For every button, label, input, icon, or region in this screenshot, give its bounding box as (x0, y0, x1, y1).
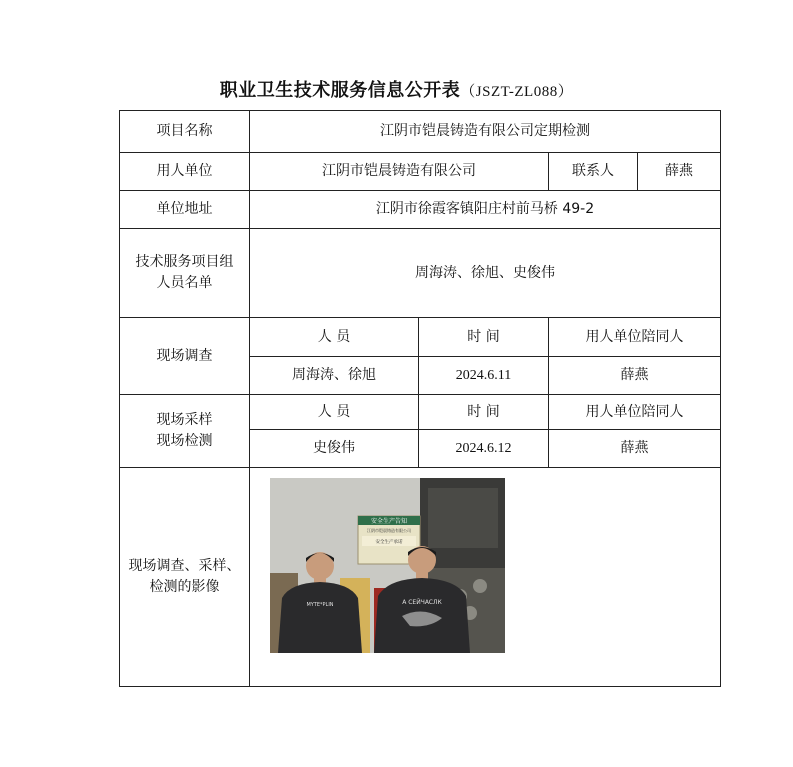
photo-shirt-left-text: MYTE*PLIN (306, 602, 334, 608)
photo-shirt-right-text: A CEЙЧACЛК (402, 599, 442, 606)
photo-sign-note: 安全生产承诺 (375, 540, 403, 545)
row-survey-header (120, 318, 721, 357)
sampling-header-person: 人 员 (250, 395, 419, 430)
photo-sign-sub: 江阴市铠晨铸造有限公司 (367, 528, 411, 533)
sampling-date: 2024.6.12 (419, 430, 549, 468)
sampling-label-line1: 现场采样 (156, 412, 213, 428)
employer-value: 江阴市铠晨铸造有限公司 (250, 153, 549, 191)
address-value: 江阴市徐霞客镇阳庄村前马桥 49-2 (250, 191, 721, 229)
survey-label: 现场调查 (120, 318, 250, 395)
photo-sign-title: 安全生产告知 (370, 518, 408, 525)
survey-header-time: 时 间 (419, 318, 549, 357)
page-title (0, 76, 793, 102)
form-code: （JSZT-ZL088） (460, 84, 574, 100)
row-sampling-header (120, 395, 721, 430)
team-label-line1: 技术服务项目组 (135, 254, 234, 270)
contact-label: 联系人 (549, 153, 638, 191)
team-value: 周海涛、徐旭、史俊伟 (250, 229, 721, 318)
site-photo (270, 478, 505, 653)
sampling-person: 史俊伟 (250, 430, 419, 468)
project-name-label: 项目名称 (120, 111, 250, 153)
info-table (119, 110, 721, 687)
project-name-value: 江阴市铠晨铸造有限公司定期检测 (250, 111, 721, 153)
team-label-line2: 人员名单 (156, 275, 213, 291)
team-label (120, 229, 250, 318)
row-images (120, 468, 721, 687)
survey-escort: 薛燕 (549, 357, 721, 395)
images-cell (250, 468, 721, 687)
sampling-label (120, 395, 250, 468)
survey-person: 周海涛、徐旭 (250, 357, 419, 395)
images-label-line2: 检测的影像 (149, 579, 220, 595)
row-employer (120, 153, 721, 191)
row-project-name (120, 111, 721, 153)
title-main: 职业卫生技术服务信息公开表 (219, 80, 461, 101)
images-label (120, 468, 250, 687)
survey-header-escort: 用人单位陪同人 (549, 318, 721, 357)
row-address (120, 191, 721, 229)
survey-date: 2024.6.11 (419, 357, 549, 395)
employer-label: 用人单位 (120, 153, 250, 191)
address-label: 单位地址 (120, 191, 250, 229)
sampling-escort: 薛燕 (549, 430, 721, 468)
contact-value: 薛燕 (638, 153, 721, 191)
images-label-line1: 现场调查、采样、 (128, 558, 241, 574)
sampling-label-line2: 现场检测 (156, 433, 213, 449)
survey-header-person: 人 员 (250, 318, 419, 357)
sampling-header-escort: 用人单位陪同人 (549, 395, 721, 430)
row-team (120, 229, 721, 318)
sampling-header-time: 时 间 (419, 395, 549, 430)
